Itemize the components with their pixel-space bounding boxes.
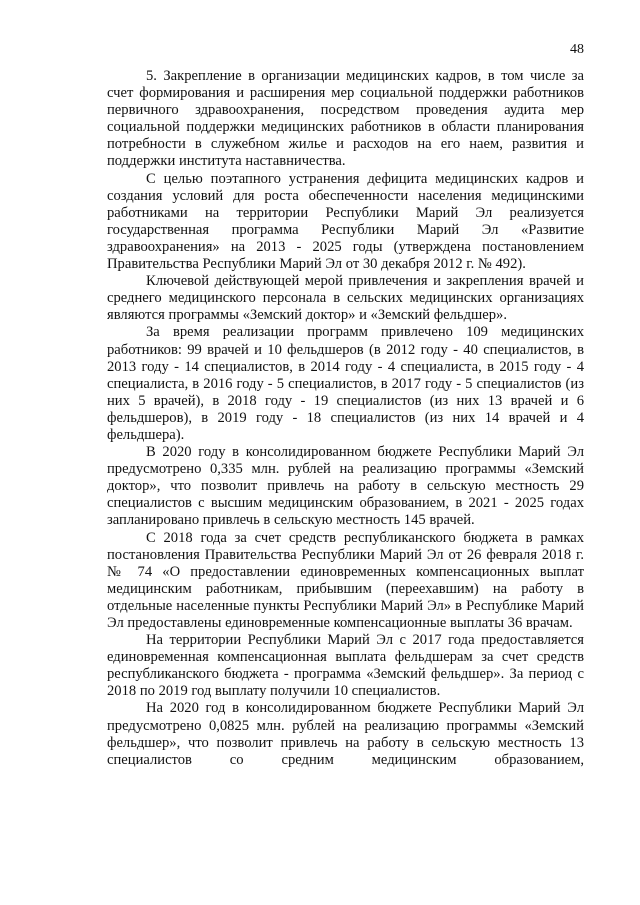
paragraph-8: На 2020 год в консолидированном бюджете Республики Марий Эл предусмотрено 0,0825 млн. рублей на реализацию программы «Земский фельдшер», что позволит привлечь на работу в сельскую местность 13 специалистов со средним медицинским образованием, [107, 700, 584, 768]
paragraph-4: За время реализации программ привлечено 109 медицинских работников: 99 врачей и 10 фельдшеров (в 2012 году - 40 специалистов, в 2013 году - 14 специалистов, в 2014 году - 4 специалиста, в 2015 году - 4 специалиста, в 2016 году - 5 специалистов, в 2017 году - 5 специалистов (из них 5 врачей), в 2018 году - 19 специалистов (из них 13 врачей и 6 фельдшеров), в 2019 году - 18 специалистов (из них 14 врачей и 4 фельдшера). [107, 324, 584, 443]
paragraph-3: Ключевой действующей мерой привлечения и закрепления врачей и среднего медицинского персонала в сельских медицинских организациях являются программы «Земский доктор» и «Земский фельдшер». [107, 273, 584, 324]
paragraph-5: В 2020 году в консолидированном бюджете Республики Марий Эл предусмотрено 0,335 млн. рублей на реализацию программы «Земский доктор», что позволит привлечь на работу в сельскую местность 29 специалистов с высшим медицинским образованием, в 2021 - 2025 годах запланировано привлечь в сельскую местность 145 врачей. [107, 444, 584, 529]
body-text [107, 68, 584, 769]
paragraph-6: С 2018 года за счет средств республиканского бюджета в рамках постановления Правительства Республики Марий Эл от 26 февраля 2018 г. № 74 «О предоставлении единовременных компенсационных выплат медицинским работникам, прибывшим (переехавшим) на работу в отдельные населенные пункты Республики Марий Эл» в Республике Марий Эл предоставлены единовременные компенсационные выплаты 36 врачам. [107, 529, 584, 631]
paragraph-2: С целью поэтапного устранения дефицита медицинских кадров и создания условий для роста обеспеченности населения медицинскими работниками на территории Республики Марий Эл реализуется государственная программа Республики Марий Эл «Развитие здравоохранения» на 2013 - 2025 годы (утверждена постановлением Правительства Республики Марий Эл от 30 декабря 2012 г. № 492). [107, 170, 584, 273]
page-number: 48 [570, 42, 584, 57]
paragraph-7: На территории Республики Марий Эл с 2017 года предоставляется единовременная компенсационная выплата фельдшерам за счет средств республиканского бюджета - программа «Земский фельдшер». За период с 2018 по 2019 год выплату получили 10 специалистов. [107, 632, 584, 700]
paragraph-1: 5. Закрепление в организации медицинских кадров, в том числе за счет формирования и расширения мер социальной поддержки работников первичного здравоохранения, посредством проведения аудита мер социальной поддержки медицинских работников в области планирования потребности в служебном жилье и расходов на его наем, развития и поддержки института наставничества. [107, 68, 584, 170]
